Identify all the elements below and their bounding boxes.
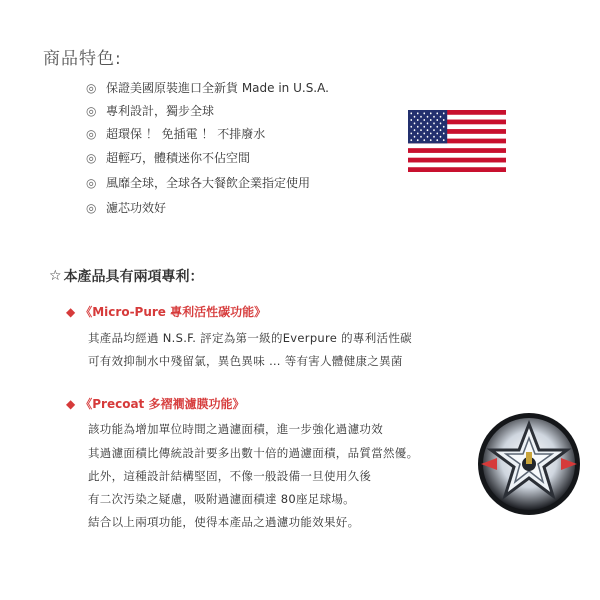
feature-text: 濾芯功效好 [106, 201, 167, 215]
star-icon: ☆ [49, 268, 62, 284]
flag-star [436, 119, 438, 121]
flag-star [433, 122, 435, 124]
circle-marker-icon: ◎ [86, 80, 97, 95]
flag-star [420, 116, 422, 118]
flag-star [440, 122, 442, 124]
feature-text: 超環保 ！ 免插電 ！ 不排廢水 [106, 127, 266, 141]
circle-marker-icon: ◎ [86, 103, 97, 118]
patent-body-line: 此外，這種設計結構堅固，不像一般設備一旦使用久後 [88, 469, 372, 483]
usa-flag-icon [408, 110, 506, 172]
patent-body-line: 結合以上兩項功能，使得本產品之過濾功能效果好。 [88, 515, 360, 529]
flag-star [436, 126, 438, 128]
flag-star [443, 112, 445, 114]
flag-star [443, 139, 445, 141]
flag-star [420, 129, 422, 131]
flag-star [436, 132, 438, 134]
patent-body-line: 其產品均經過 N.S.F. 評定為第一級的Everpure 的專利活性碳 [88, 331, 412, 345]
flag-star [427, 129, 429, 131]
flag-star [443, 126, 445, 128]
flag-star [433, 116, 435, 118]
filter-cross-section-image [477, 412, 581, 516]
flag-star [414, 122, 416, 124]
diamond-icon: ◆ [66, 396, 76, 411]
diamond-icon: ◆ [66, 304, 76, 319]
patent-body-line: 有二次汚染之疑慮，吸附過濾面積達 80座足球場。 [88, 492, 355, 506]
feature-text: 風靡全球，全球各大餐飲企業指定使用 [106, 176, 311, 190]
flag-star [436, 112, 438, 114]
flag-star [430, 132, 432, 134]
patent-title-micropure [66, 303, 266, 320]
patent-title-precoat [66, 395, 244, 412]
flag-star [423, 139, 425, 141]
flag-star [423, 126, 425, 128]
patent-body-line: 可有效抑制水中殘留氯，異色異味 … 等有害人體健康之異菌 [88, 354, 403, 368]
flag-star [440, 129, 442, 131]
feature-item [86, 79, 329, 96]
flag-star [443, 132, 445, 134]
flag-star [410, 139, 412, 141]
flag-star [440, 116, 442, 118]
patents-heading [49, 266, 204, 286]
feature-item [86, 149, 250, 166]
flag-star [427, 122, 429, 124]
patents-heading-text: 本產品具有兩項專利： [63, 269, 204, 285]
features-heading: 商品特色: [43, 49, 122, 69]
flag-star [433, 129, 435, 131]
feature-text: 專利設計，獨步全球 [106, 104, 215, 118]
flag-star [427, 136, 429, 138]
flag-star [410, 119, 412, 121]
flag-star [423, 119, 425, 121]
flag-star [423, 112, 425, 114]
flag-star [423, 132, 425, 134]
flag-star [417, 112, 419, 114]
patent-title-text: 《Precoat 多褶襉濾膜功能》 [80, 397, 245, 411]
flag-star [417, 119, 419, 121]
circle-marker-icon: ◎ [86, 175, 97, 190]
flag-star [430, 112, 432, 114]
flag-star [440, 136, 442, 138]
flag-star [430, 119, 432, 121]
feature-item [86, 174, 310, 191]
flag-star [417, 126, 419, 128]
flag-star [420, 122, 422, 124]
feature-text: 保證美國原裝進口全新貨 Made in U.S.A. [106, 81, 329, 95]
flag-star [430, 126, 432, 128]
flag-star [427, 116, 429, 118]
flag-star [410, 132, 412, 134]
feature-item [86, 199, 166, 216]
feature-item [86, 125, 265, 142]
flag-star [420, 136, 422, 138]
patent-body-line: 該功能為增加單位時間之過濾面積，進一步強化過濾功效 [88, 422, 383, 436]
flag-star [414, 129, 416, 131]
flag-star [410, 126, 412, 128]
flag-star [414, 136, 416, 138]
flag-star [417, 139, 419, 141]
flag-star [433, 136, 435, 138]
circle-marker-icon: ◎ [86, 126, 97, 141]
flag-star [430, 139, 432, 141]
flag-star [417, 132, 419, 134]
patent-title-text: 《Micro-Pure 專利活性碳功能》 [80, 305, 267, 319]
flag-star [414, 116, 416, 118]
circle-marker-icon: ◎ [86, 150, 97, 165]
patent-body-line: 其過濾面積比傳統設計要多出數十倍的過濾面積，品質當然優。 [88, 446, 419, 460]
feature-text: 超輕巧，體積迷你不佔空間 [106, 151, 251, 165]
flag-star [436, 139, 438, 141]
flag-star [410, 112, 412, 114]
feature-item [86, 102, 214, 119]
circle-marker-icon: ◎ [86, 200, 97, 215]
flag-star [443, 119, 445, 121]
